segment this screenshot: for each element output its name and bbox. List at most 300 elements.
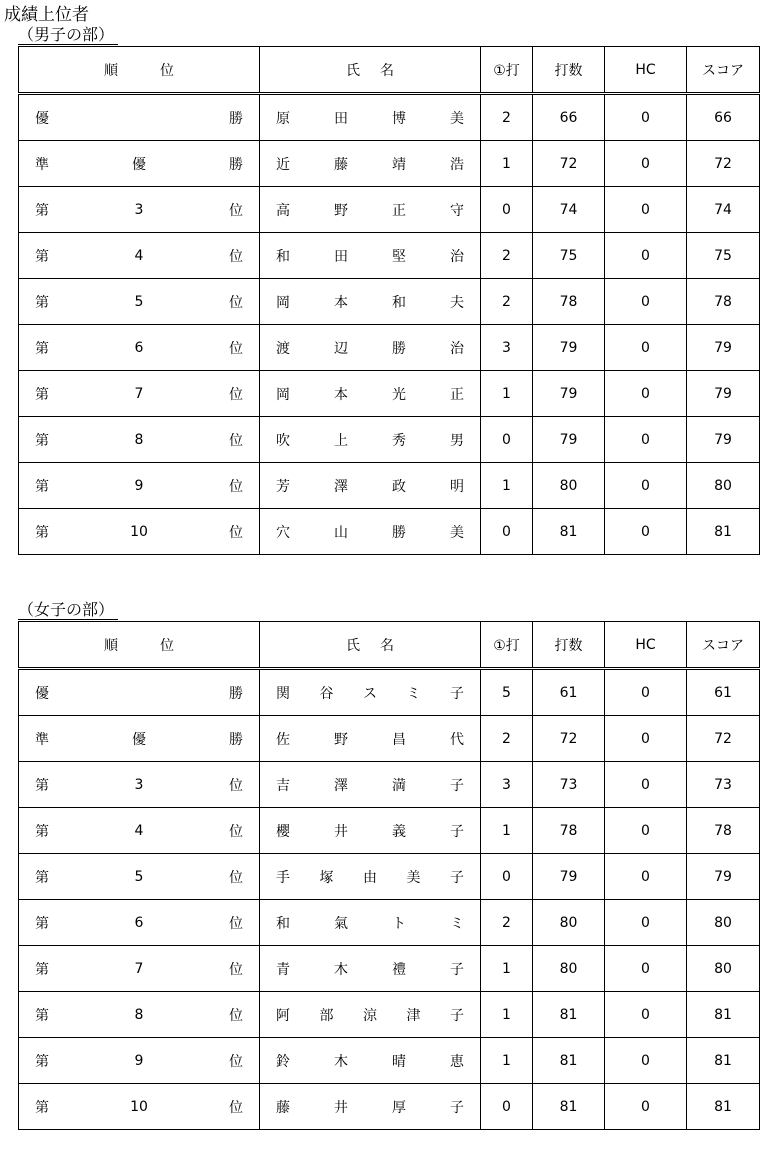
rank-cell: [19, 509, 260, 555]
rank-cell: [19, 1038, 260, 1084]
name-cell-text: [276, 775, 464, 795]
table-row: [19, 992, 760, 1038]
name-cell-char: 光: [392, 386, 406, 403]
rank-cell-char: 準: [35, 156, 49, 173]
hc-cell: 0: [605, 900, 687, 946]
table-row: [19, 141, 760, 187]
rank-cell-char: 優: [132, 156, 146, 173]
rank-cell-text: [35, 683, 243, 703]
name-cell-char: 勝: [392, 524, 406, 541]
score-cell: 80: [687, 946, 760, 992]
table-row: [19, 233, 760, 279]
name-cell-char: 塚: [319, 869, 334, 886]
rank-cell-text: [35, 729, 243, 749]
table-row: [19, 762, 760, 808]
first-stroke-cell: 1: [481, 463, 533, 509]
strokes-cell: 81: [533, 1084, 605, 1130]
score-cell: 79: [687, 325, 760, 371]
name-cell-char: 高: [276, 202, 290, 219]
hc-cell: 0: [605, 808, 687, 854]
first-stroke-cell: 1: [481, 808, 533, 854]
name-cell-char: 芳: [276, 478, 290, 495]
name-cell: [260, 992, 481, 1038]
score-cell: 61: [687, 669, 760, 716]
rank-cell-char: 第: [35, 248, 49, 265]
name-cell: [260, 187, 481, 233]
rank-cell: [19, 187, 260, 233]
name-cell-text: [276, 913, 464, 933]
name-cell-char: 井: [334, 1099, 348, 1116]
name-cell-char: 堅: [392, 248, 406, 265]
name-cell: [260, 94, 481, 141]
name-cell: [260, 233, 481, 279]
results-table-men: [18, 46, 760, 555]
strokes-cell: 72: [533, 716, 605, 762]
rank-cell-char: 第: [35, 432, 49, 449]
strokes-cell: 78: [533, 808, 605, 854]
rank-cell-char: 第: [35, 1007, 49, 1024]
hc-cell: 0: [605, 94, 687, 141]
name-cell-text: [276, 1005, 464, 1025]
name-cell-char: 治: [450, 340, 464, 357]
strokes-cell: 79: [533, 325, 605, 371]
rank-cell-char: 優: [35, 685, 49, 702]
hc-cell: 0: [605, 187, 687, 233]
name-cell-text: [276, 430, 464, 450]
name-cell-char: 澤: [334, 478, 348, 495]
rank-cell-char: 第: [35, 478, 49, 495]
name-cell: [260, 669, 481, 716]
rank-cell-char: 4: [134, 822, 144, 839]
score-cell: 74: [687, 187, 760, 233]
rank-cell-char: 第: [35, 777, 49, 794]
strokes-cell: 72: [533, 141, 605, 187]
page-title: 成績上位者: [4, 5, 89, 25]
name-cell-text: [276, 384, 464, 404]
rank-cell: [19, 279, 260, 325]
table-row: [19, 463, 760, 509]
rank-cell-text: [35, 246, 243, 266]
rank-cell-char: 9: [134, 477, 144, 494]
rank-cell-char: 第: [35, 1099, 49, 1116]
name-cell-char: 青: [276, 961, 290, 978]
score-cell: 72: [687, 141, 760, 187]
hc-cell: 0: [605, 233, 687, 279]
rank-cell-char: 9: [134, 1052, 144, 1069]
rank-cell-char: 位: [228, 1053, 243, 1070]
table-row: [19, 417, 760, 463]
first-stroke-cell: 0: [481, 509, 533, 555]
rank-cell-text: [35, 476, 243, 496]
strokes-cell: 79: [533, 417, 605, 463]
rank-cell-char: 3: [134, 201, 144, 218]
name-cell-text: [276, 683, 464, 703]
name-cell-char: 男: [450, 432, 464, 449]
name-cell-char: 和: [392, 294, 406, 311]
hc-cell: 0: [605, 1038, 687, 1084]
name-cell-char: 吹: [276, 432, 290, 449]
name-cell-char: 田: [334, 248, 348, 265]
name-cell-char: 夫: [450, 294, 464, 311]
table-row: [19, 946, 760, 992]
name-cell-char: 子: [450, 1099, 464, 1116]
name-cell-char: 木: [334, 1053, 348, 1070]
first-stroke-cell: 0: [481, 187, 533, 233]
first-stroke-cell: 2: [481, 716, 533, 762]
name-cell: [260, 762, 481, 808]
rank-cell-char: 5: [134, 868, 144, 885]
hc-cell: 0: [605, 417, 687, 463]
name-cell-char: 子: [450, 1007, 464, 1024]
name-cell: [260, 509, 481, 555]
table-body: [19, 669, 760, 1130]
name-cell-char: 田: [334, 110, 348, 127]
first-stroke-cell: 5: [481, 669, 533, 716]
table-row: [19, 808, 760, 854]
rank-cell-char: 勝: [229, 685, 243, 702]
hc-cell: 0: [605, 946, 687, 992]
name-cell-char: 涼: [363, 1007, 377, 1024]
name-cell: [260, 900, 481, 946]
name-cell-char: 木: [334, 961, 348, 978]
table-row: [19, 509, 760, 555]
rank-cell-text: [35, 522, 243, 542]
name-cell-text: [276, 476, 464, 496]
score-cell: 79: [687, 371, 760, 417]
rank-cell-char: 勝: [229, 110, 243, 127]
rank-cell-char: 第: [35, 386, 49, 403]
first-stroke-cell: 3: [481, 762, 533, 808]
name-cell-text: [276, 1097, 464, 1117]
rank-cell-char: 位: [228, 823, 243, 840]
rank-cell-char: 勝: [229, 156, 243, 173]
table-row: [19, 854, 760, 900]
hc-cell: 0: [605, 279, 687, 325]
name-cell: [260, 716, 481, 762]
rank-cell-text: [35, 775, 243, 795]
strokes-header: 打数: [533, 47, 605, 94]
name-cell-char: 藤: [276, 1099, 290, 1116]
name-cell: [260, 854, 481, 900]
rank-cell-char: 10: [130, 1098, 148, 1115]
hc-cell: 0: [605, 992, 687, 1038]
name-cell-char: 岡: [276, 294, 290, 311]
name-cell-char: 澤: [334, 777, 348, 794]
name-cell-char: 浩: [450, 156, 464, 173]
name-cell-char: 子: [450, 961, 464, 978]
name-cell-char: 近: [276, 156, 290, 173]
score-cell: 80: [687, 463, 760, 509]
rank-cell-text: [35, 154, 243, 174]
rank-cell-text: [35, 384, 243, 404]
name-cell-char: 渡: [276, 340, 290, 357]
hc-cell: 0: [605, 1084, 687, 1130]
rank-cell: [19, 946, 260, 992]
rank-cell-char: 10: [130, 523, 148, 540]
rank-cell-text: [35, 292, 243, 312]
name-cell-char: 子: [450, 777, 464, 794]
rank-cell-char: 位: [228, 1007, 243, 1024]
rank-cell-char: 位: [228, 386, 243, 403]
hc-cell: 0: [605, 509, 687, 555]
name-cell-char: 美: [450, 110, 464, 127]
name-cell-text: [276, 867, 464, 887]
rank-header: 順 位: [19, 47, 260, 94]
name-cell-char: 手: [276, 869, 290, 886]
name-cell-text: [276, 108, 464, 128]
rank-cell: [19, 417, 260, 463]
name-cell-char: 関: [276, 685, 290, 702]
name-cell-char: ミ: [406, 685, 421, 702]
rank-cell: [19, 716, 260, 762]
rank-cell-text: [35, 338, 243, 358]
strokes-cell: 66: [533, 94, 605, 141]
name-cell-char: 由: [363, 869, 377, 886]
name-cell: [260, 371, 481, 417]
first-stroke-header: ①打: [481, 622, 533, 669]
table-body: [19, 94, 760, 555]
rank-cell-char: 位: [228, 432, 243, 449]
rank-cell-text: [35, 430, 243, 450]
name-cell-char: 鈴: [276, 1053, 290, 1070]
first-stroke-cell: 3: [481, 325, 533, 371]
first-stroke-header: ①打: [481, 47, 533, 94]
first-stroke-cell: 2: [481, 279, 533, 325]
name-cell-char: ト: [392, 915, 406, 932]
rank-cell-text: [35, 108, 243, 128]
name-cell-char: 本: [334, 294, 348, 311]
rank-cell: [19, 141, 260, 187]
name-cell-char: 昌: [392, 731, 406, 748]
name-cell-char: 佐: [276, 731, 290, 748]
table-row: [19, 1084, 760, 1130]
hc-cell: 0: [605, 669, 687, 716]
rank-cell-char: 位: [228, 202, 243, 219]
rank-cell-char: 第: [35, 1053, 49, 1070]
name-cell-char: ス: [363, 685, 377, 702]
hc-header: HC: [605, 47, 687, 94]
rank-cell: [19, 371, 260, 417]
score-header: スコア: [687, 622, 760, 669]
rank-cell-char: 第: [35, 869, 49, 886]
name-cell-char: 岡: [276, 386, 290, 403]
rank-cell-char: 位: [228, 777, 243, 794]
table-row: [19, 1038, 760, 1084]
score-cell: 80: [687, 900, 760, 946]
rank-cell-char: 位: [228, 294, 243, 311]
hc-header: HC: [605, 622, 687, 669]
strokes-cell: 61: [533, 669, 605, 716]
name-cell-text: [276, 246, 464, 266]
strokes-cell: 80: [533, 463, 605, 509]
hc-cell: 0: [605, 141, 687, 187]
rank-cell-char: 位: [228, 248, 243, 265]
strokes-cell: 80: [533, 900, 605, 946]
first-stroke-cell: 1: [481, 946, 533, 992]
table-row: [19, 900, 760, 946]
rank-cell-text: [35, 1051, 243, 1071]
rank-cell-char: 第: [35, 340, 49, 357]
rank-cell-char: 位: [228, 478, 243, 495]
name-cell-char: 秀: [392, 432, 406, 449]
rank-cell-char: 位: [228, 1099, 243, 1116]
score-header: スコア: [687, 47, 760, 94]
name-cell: [260, 417, 481, 463]
score-cell: 81: [687, 1038, 760, 1084]
table-row: [19, 279, 760, 325]
name-cell-char: 原: [276, 110, 290, 127]
name-cell-char: 本: [334, 386, 348, 403]
name-cell-text: [276, 338, 464, 358]
hc-cell: 0: [605, 854, 687, 900]
rank-cell: [19, 669, 260, 716]
name-cell-char: 櫻: [276, 823, 290, 840]
strokes-cell: 79: [533, 371, 605, 417]
name-cell: [260, 1084, 481, 1130]
name-cell-char: 勝: [392, 340, 406, 357]
rank-cell: [19, 762, 260, 808]
first-stroke-cell: 0: [481, 417, 533, 463]
rank-cell: [19, 992, 260, 1038]
name-cell-char: 美: [406, 869, 421, 886]
rank-cell-char: 第: [35, 202, 49, 219]
rank-header: 順 位: [19, 622, 260, 669]
score-cell: 79: [687, 417, 760, 463]
rank-cell-char: 第: [35, 915, 49, 932]
table-header-row: [19, 622, 760, 669]
name-header: 氏 名: [260, 47, 481, 94]
name-cell-char: 藤: [334, 156, 348, 173]
name-cell-char: 子: [450, 823, 464, 840]
rank-cell-text: [35, 821, 243, 841]
rank-cell-text: [35, 1097, 243, 1117]
rank-cell-char: 第: [35, 294, 49, 311]
strokes-cell: 73: [533, 762, 605, 808]
rank-cell-char: 位: [228, 915, 243, 932]
strokes-cell: 81: [533, 992, 605, 1038]
first-stroke-cell: 1: [481, 1038, 533, 1084]
rank-cell-char: 第: [35, 961, 49, 978]
rank-cell: [19, 808, 260, 854]
rank-cell-char: 4: [134, 247, 144, 264]
first-stroke-cell: 1: [481, 992, 533, 1038]
name-cell-char: 山: [334, 524, 348, 541]
name-cell-char: ミ: [450, 915, 464, 932]
hc-cell: 0: [605, 463, 687, 509]
rank-cell-char: 6: [134, 339, 144, 356]
name-cell-char: 野: [334, 731, 348, 748]
score-cell: 81: [687, 509, 760, 555]
rank-cell-text: [35, 200, 243, 220]
rank-cell: [19, 233, 260, 279]
strokes-cell: 75: [533, 233, 605, 279]
section-label-women: （女子の部）: [18, 601, 118, 620]
name-cell-char: 恵: [450, 1053, 464, 1070]
rank-cell-char: 6: [134, 914, 144, 931]
rank-cell-text: [35, 959, 243, 979]
rank-cell-text: [35, 867, 243, 887]
name-cell-text: [276, 154, 464, 174]
strokes-cell: 74: [533, 187, 605, 233]
hc-cell: 0: [605, 325, 687, 371]
score-cell: 81: [687, 1084, 760, 1130]
name-cell-char: 治: [450, 248, 464, 265]
rank-cell-char: 位: [228, 869, 243, 886]
name-cell-char: 正: [450, 386, 464, 403]
strokes-cell: 80: [533, 946, 605, 992]
first-stroke-cell: 1: [481, 371, 533, 417]
name-cell-char: 谷: [319, 685, 334, 702]
hc-cell: 0: [605, 762, 687, 808]
hc-cell: 0: [605, 371, 687, 417]
name-cell-text: [276, 729, 464, 749]
rank-cell-char: 8: [134, 431, 144, 448]
first-stroke-cell: 0: [481, 1084, 533, 1130]
score-cell: 72: [687, 716, 760, 762]
name-cell-char: 津: [406, 1007, 421, 1024]
hc-cell: 0: [605, 716, 687, 762]
name-cell-char: 上: [334, 432, 348, 449]
score-cell: 78: [687, 808, 760, 854]
name-cell: [260, 141, 481, 187]
strokes-cell: 79: [533, 854, 605, 900]
name-cell-text: [276, 1051, 464, 1071]
name-cell-char: 吉: [276, 777, 290, 794]
name-cell-char: 野: [334, 202, 348, 219]
name-cell-char: 代: [450, 731, 464, 748]
score-cell: 78: [687, 279, 760, 325]
first-stroke-cell: 2: [481, 94, 533, 141]
first-stroke-cell: 1: [481, 141, 533, 187]
name-cell-char: 和: [276, 915, 290, 932]
name-cell-char: 博: [392, 110, 406, 127]
rank-cell-char: 位: [228, 524, 243, 541]
name-cell: [260, 1038, 481, 1084]
name-cell-char: 美: [450, 524, 464, 541]
rank-cell-char: 7: [134, 960, 144, 977]
first-stroke-cell: 2: [481, 900, 533, 946]
name-cell-char: 氣: [334, 915, 348, 932]
rank-cell-char: 勝: [229, 731, 243, 748]
name-cell-char: 部: [319, 1007, 334, 1024]
rank-cell: [19, 463, 260, 509]
rank-cell: [19, 1084, 260, 1130]
name-cell: [260, 325, 481, 371]
rank-cell-char: 位: [228, 961, 243, 978]
rank-cell-char: 優: [35, 110, 49, 127]
name-cell-char: 禮: [392, 961, 406, 978]
name-cell-char: 靖: [392, 156, 406, 173]
rank-cell-char: 5: [134, 293, 144, 310]
table-row: [19, 325, 760, 371]
rank-cell-text: [35, 913, 243, 933]
score-cell: 79: [687, 854, 760, 900]
strokes-cell: 78: [533, 279, 605, 325]
name-cell-char: 井: [334, 823, 348, 840]
name-cell-char: 正: [392, 202, 406, 219]
first-stroke-cell: 0: [481, 854, 533, 900]
strokes-header: 打数: [533, 622, 605, 669]
name-cell-char: 阿: [276, 1007, 290, 1024]
rank-cell: [19, 900, 260, 946]
rank-cell-char: 7: [134, 385, 144, 402]
name-cell-char: 厚: [392, 1099, 406, 1116]
section-label-men: （男子の部）: [18, 26, 118, 45]
table-row: [19, 94, 760, 141]
table-row: [19, 716, 760, 762]
table-row: [19, 187, 760, 233]
name-cell-char: 晴: [392, 1053, 406, 1070]
